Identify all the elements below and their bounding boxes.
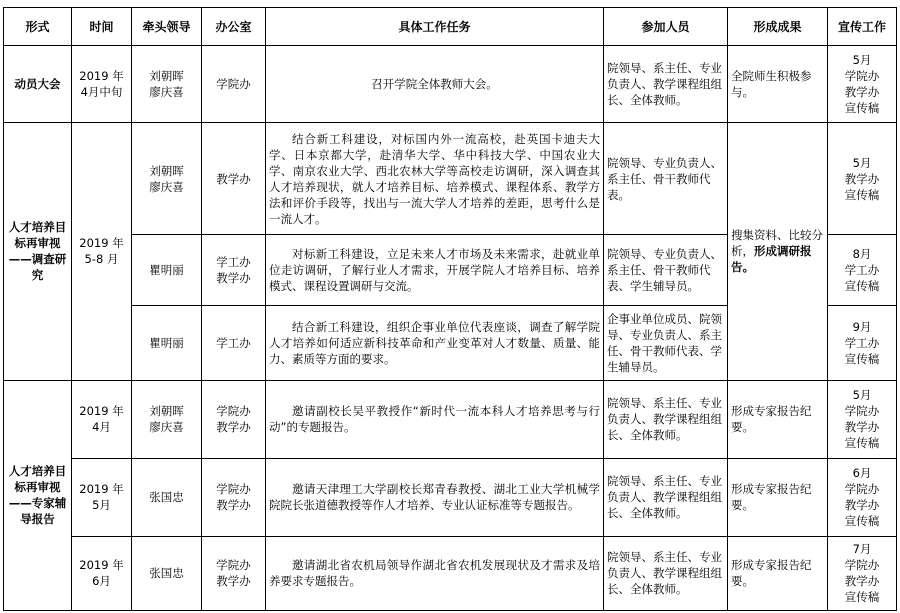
task-cell: 结合新工科建设，对标国内外一流高校，赴英国卡迪夫大学、日本京都大学，赴清华大学、华中科技大学、中国农业大学、南京农业大学、西北农林大学等高校走访调研，深入调查其人才培养现状，就人才培养目标、培养模式、课程体系、教学方法和评价手段等，找出与一流大学人才培养的差距，思考什么是一流人才。 bbox=[266, 123, 604, 235]
publicity-office: 学工办 bbox=[844, 336, 880, 351]
office-name: 学院办 bbox=[216, 404, 251, 419]
header-row bbox=[4, 8, 897, 46]
leader-cell bbox=[132, 123, 202, 235]
leader-cell bbox=[132, 306, 202, 380]
result-cell: 形成专家报告纪要。 bbox=[728, 380, 828, 458]
publicity-cell bbox=[828, 380, 897, 458]
work-plan-table bbox=[3, 7, 897, 611]
task-cell: 召开学院全体教师大会。 bbox=[266, 46, 604, 123]
participants-cell: 院领导、系主任、专业负责人、教学课程组组长、全体教师。 bbox=[604, 458, 728, 536]
time-year: 2019 年 bbox=[79, 482, 124, 497]
publicity-doc: 宣传稿 bbox=[844, 352, 880, 367]
publicity-cell bbox=[828, 46, 897, 123]
publicity-office: 教学办 bbox=[844, 498, 880, 513]
leader-name: 张国忠 bbox=[149, 566, 184, 581]
publicity-doc: 宣传稿 bbox=[844, 590, 880, 605]
publicity-cell bbox=[828, 123, 897, 235]
header-leader: 牵头领导 bbox=[132, 8, 202, 46]
table-row bbox=[4, 380, 897, 458]
time-year: 2019 年 bbox=[79, 69, 124, 84]
time-cell bbox=[72, 536, 132, 610]
participants-cell: 院领导、系主任、专业负责人、教学课程组组长、全体教师。 bbox=[604, 46, 728, 123]
office-cell bbox=[202, 458, 266, 536]
time-cell bbox=[72, 123, 132, 380]
office-name: 教学办 bbox=[216, 574, 251, 589]
publicity-cell bbox=[828, 235, 897, 306]
table-row bbox=[4, 123, 897, 235]
result-text-bold: 形成调研报告。 bbox=[731, 244, 812, 275]
office-name: 教学办 bbox=[216, 420, 251, 435]
publicity-doc: 宣传稿 bbox=[844, 436, 880, 451]
leader-name: 瞿明丽 bbox=[149, 336, 184, 351]
time-cell bbox=[72, 380, 132, 458]
publicity-office: 学院办 bbox=[844, 69, 880, 84]
office-cell bbox=[202, 380, 266, 458]
publicity-doc: 宣传稿 bbox=[844, 101, 880, 116]
office-name: 学院办 bbox=[216, 482, 251, 497]
time-cell bbox=[72, 458, 132, 536]
publicity-doc: 宣传稿 bbox=[844, 187, 880, 202]
header-task: 具体工作任务 bbox=[266, 8, 604, 46]
publicity-office: 教学办 bbox=[844, 85, 880, 100]
publicity-month: 6月 bbox=[852, 466, 872, 481]
publicity-office: 教学办 bbox=[844, 171, 880, 186]
participants-cell: 院领导、专业负责人、系主任、骨干教师代表。 bbox=[604, 123, 728, 235]
office-cell bbox=[202, 235, 266, 306]
participants-cell: 院领导、专业负责人、系主任、骨干教师代表、学生辅导员。 bbox=[604, 235, 728, 306]
header-publicity: 宣传工作 bbox=[828, 8, 897, 46]
publicity-doc: 宣传稿 bbox=[844, 279, 880, 294]
publicity-office: 学院办 bbox=[844, 482, 880, 497]
leader-cell bbox=[132, 235, 202, 306]
leader-name: 廖庆喜 bbox=[149, 420, 184, 435]
publicity-office: 学工办 bbox=[844, 263, 880, 278]
leader-cell bbox=[132, 536, 202, 610]
publicity-month: 8月 bbox=[852, 247, 872, 262]
leader-name: 瞿明丽 bbox=[149, 263, 184, 278]
time-month: 6月 bbox=[92, 574, 111, 589]
result-cell bbox=[728, 123, 828, 380]
time-cell bbox=[72, 46, 132, 123]
office-name: 学院办 bbox=[216, 558, 251, 573]
leader-name: 廖庆喜 bbox=[149, 85, 184, 100]
publicity-office: 学院办 bbox=[844, 404, 880, 419]
office-name: 教学办 bbox=[216, 271, 251, 286]
publicity-month: 5月 bbox=[852, 388, 872, 403]
task-cell: 结合新工科建设，组织企事业单位代表座谈，调查了解学院人才培养如何适应新科技革命和产业变革对人才数量、质量、能力、素质等方面的要求。 bbox=[266, 306, 604, 380]
task-cell: 对标新工科建设，立足未来人才市场及未来需求，赴就业单位走访调研，了解行业人才需求，开展学院人才培养目标、培养模式、课程设置调研与交流。 bbox=[266, 235, 604, 306]
office-name: 学工办 bbox=[216, 336, 251, 351]
form-cell: 人才培养目标再审视——专家辅导报告 bbox=[4, 380, 72, 610]
participants-cell: 企事业单位成员、院领导、专业负责人、系主任、骨干教师代表、学生辅导员。 bbox=[604, 306, 728, 380]
header-time: 时间 bbox=[72, 8, 132, 46]
result-cell: 形成专家报告纪要。 bbox=[728, 536, 828, 610]
leader-name: 刘朝晖 bbox=[149, 69, 184, 84]
header-form: 形式 bbox=[4, 8, 72, 46]
publicity-office: 学院办 bbox=[844, 558, 880, 573]
leader-name: 廖庆喜 bbox=[149, 179, 184, 194]
publicity-month: 5月 bbox=[852, 53, 872, 68]
table-row bbox=[4, 46, 897, 123]
time-year: 2019 年 bbox=[79, 236, 124, 251]
table-row bbox=[4, 536, 897, 610]
leader-cell bbox=[132, 46, 202, 123]
office-name: 学工办 bbox=[216, 255, 251, 270]
office-name: 教学办 bbox=[216, 498, 251, 513]
time-month: 4月 bbox=[92, 420, 111, 435]
publicity-doc: 宣传稿 bbox=[844, 514, 880, 529]
participants-cell: 院领导、系主任、专业负责人、教学课程组组长、全体教师。 bbox=[604, 380, 728, 458]
publicity-office: 教学办 bbox=[844, 574, 880, 589]
publicity-cell bbox=[828, 458, 897, 536]
participants-cell: 院领导、系主任、专业负责人、教学课程组组长、全体教师。 bbox=[604, 536, 728, 610]
result-cell: 形成专家报告纪要。 bbox=[728, 458, 828, 536]
leader-name: 刘朝晖 bbox=[149, 163, 184, 178]
header-result: 形成成果 bbox=[728, 8, 828, 46]
leader-name: 刘朝晖 bbox=[149, 404, 184, 419]
office-cell bbox=[202, 536, 266, 610]
publicity-month: 7月 bbox=[852, 542, 872, 557]
office-cell bbox=[202, 123, 266, 235]
office-cell: 学院办 bbox=[202, 46, 266, 123]
result-text: 搜集资料、比较分析， bbox=[731, 228, 823, 259]
leader-name: 张国忠 bbox=[149, 490, 184, 505]
publicity-office: 教学办 bbox=[844, 420, 880, 435]
time-month: 5月 bbox=[92, 498, 111, 513]
time-year: 2019 年 bbox=[79, 404, 124, 419]
publicity-month: 5月 bbox=[852, 155, 872, 170]
office-name: 教学办 bbox=[216, 171, 251, 186]
table-row bbox=[4, 458, 897, 536]
leader-cell bbox=[132, 380, 202, 458]
task-cell: 邀请副校长吴平教授作“新时代一流本科人才培养思考与行动”的专题报告。 bbox=[266, 380, 604, 458]
time-year: 2019 年 bbox=[79, 558, 124, 573]
header-office: 办公室 bbox=[202, 8, 266, 46]
leader-cell bbox=[132, 458, 202, 536]
task-cell: 邀请湖北省农机局领导作湖北省农机发展现状及才需求及培养要求专题报告。 bbox=[266, 536, 604, 610]
publicity-cell bbox=[828, 306, 897, 380]
form-cell: 人才培养目标再审视——调查研究 bbox=[4, 123, 72, 380]
publicity-month: 9月 bbox=[852, 320, 872, 335]
office-cell bbox=[202, 306, 266, 380]
time-month: 4月中旬 bbox=[80, 85, 123, 100]
task-cell: 邀请天津理工大学副校长郑青春教授、湖北工业大学机械学院院长张道德教授等作人才培养、专业认证标准等专题报告。 bbox=[266, 458, 604, 536]
result-cell: 全院师生积极参与。 bbox=[728, 46, 828, 123]
time-month: 5-8 月 bbox=[84, 252, 119, 267]
form-cell: 动员大会 bbox=[4, 46, 72, 123]
publicity-cell bbox=[828, 536, 897, 610]
header-participants: 参加人员 bbox=[604, 8, 728, 46]
